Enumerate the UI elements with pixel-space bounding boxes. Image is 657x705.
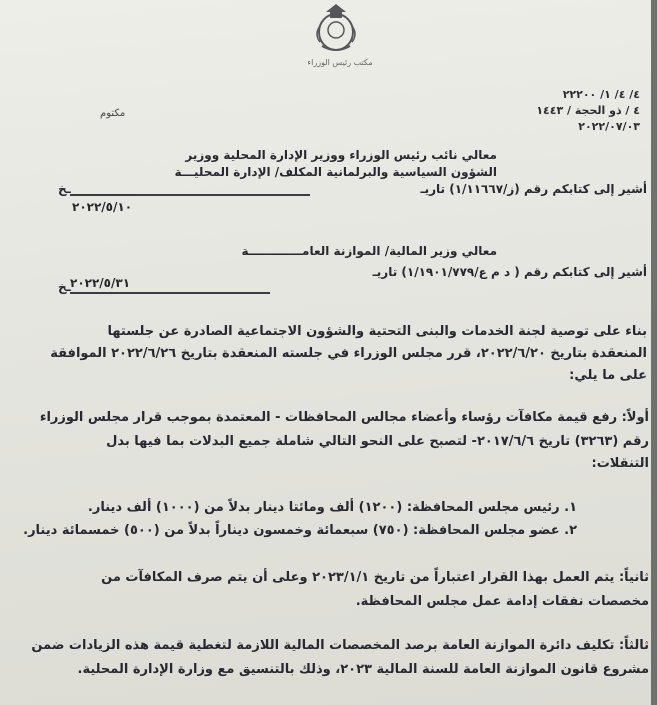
recipient-1-title-line1: معالي نائب رئيس الوزراء ووزير الإدارة المحلية ووزير (185, 148, 497, 162)
intro-line-1: بناء على توصية لجنة الخدمات والبنى التحتية والشؤون الاجتماعية الصادرة عن جلستها (107, 324, 647, 339)
gregorian-date: ٢٠٢٢/٠٧/٠٣ (578, 120, 640, 133)
recipient-2-reference: أشير إلى كتابكم رقم ( د م ع/١/١٩٠١/٧٧٩) تاريـ (372, 265, 647, 279)
recipient-1-title-line2: الشؤون السياسية والبرلمانية المكلف/ الإدارة المحليـــة (174, 165, 497, 179)
decision-3-line-2: مشروع قانون الموازنة العامة للسنة المالية ٢٠٢٣، وذلك بالتنسيق مع وزارة الإدارة المحلية. (77, 662, 649, 677)
intro-line-2: المنعقدة بتاريخ ٢٠٢٢/٦/٢٠، قرر مجلس الوزراء في جلسته المنعقدة بتاريخ ٢٠٢٢/٦/٢٦ الموافقة (50, 346, 647, 361)
recipient-1-reference: أشير إلى كتابكم رقم (ز/١/١١٦٦٧) تاريـ (420, 182, 647, 196)
decision-1-line-1: أولاً: رفع قيمة مكافآت رؤساء وأعضاء مجالس المحافظات - المعتمدة بموجب قرار مجلس الوزراء (39, 410, 649, 425)
decision-1-item-1: ١. رئيس مجلس المحافظة: (١٢٠٠) ألف ومائتا دينار بدلاً من (١٠٠٠) ألف دينار. (87, 500, 577, 515)
recipient-1-reference-end: ـخ (58, 182, 71, 196)
decision-1-item-2: ٢. عضو مجلس المحافظة: (٧٥٠) سبعمائة وخمسون ديناراً بدلاً من (٥٠٠) خمسمائة دينار. (23, 523, 577, 538)
reference-underline-2 (70, 292, 270, 294)
reference-underline-1 (70, 194, 310, 196)
hijri-date: ٤ / ذو الحجة / ١٤٤٣ (536, 104, 640, 117)
recipient-2-reference-end: ـخ (58, 280, 71, 294)
decision-2-line-1: ثانياً: يتم العمل بهذا القرار اعتباراً من تاريخ ٢٠٢٣/١/١ وعلى أن يتم صرف المكافآت من (101, 570, 649, 585)
intro-line-3: على ما يلي: (569, 368, 647, 383)
recipient-2-title: معالي وزير المالية/ الموازنة العامـــــــــــــة (241, 244, 497, 258)
recipient-2-date: ٢٠٢٢/٥/٣١ (70, 276, 131, 290)
classification-label: مكتوم (100, 108, 126, 119)
ministry-name: مكتب رئيس الوزراء (307, 58, 373, 67)
decision-2-line-2: مخصصات نفقات إدامة عمل مجلس المحافظة. (355, 594, 649, 609)
decision-1-line-2: رقم (٣٢٦٣) تاريخ ٢٠١٧/٦/٦- لتصبح على النحو التالي شاملة جميع البدلات بما فيها بدل (106, 434, 649, 449)
decision-3-line-1: ثالثاً: تكليف دائرة الموازنة العامة برصد المخصصات المالية اللازمة لتغطية قيمة هذه الزيادات ضمن (31, 638, 649, 653)
reference-number: ٤/ ٤/ ١/ ٢٢٢٠٠ (562, 88, 640, 101)
page-edge-shadow (651, 0, 657, 705)
recipient-1-date: ٢٠٢٢/٥/١٠ (72, 200, 133, 214)
jordan-coat-of-arms-icon (312, 2, 360, 54)
decision-1-line-3: التنقلات: (591, 456, 649, 471)
